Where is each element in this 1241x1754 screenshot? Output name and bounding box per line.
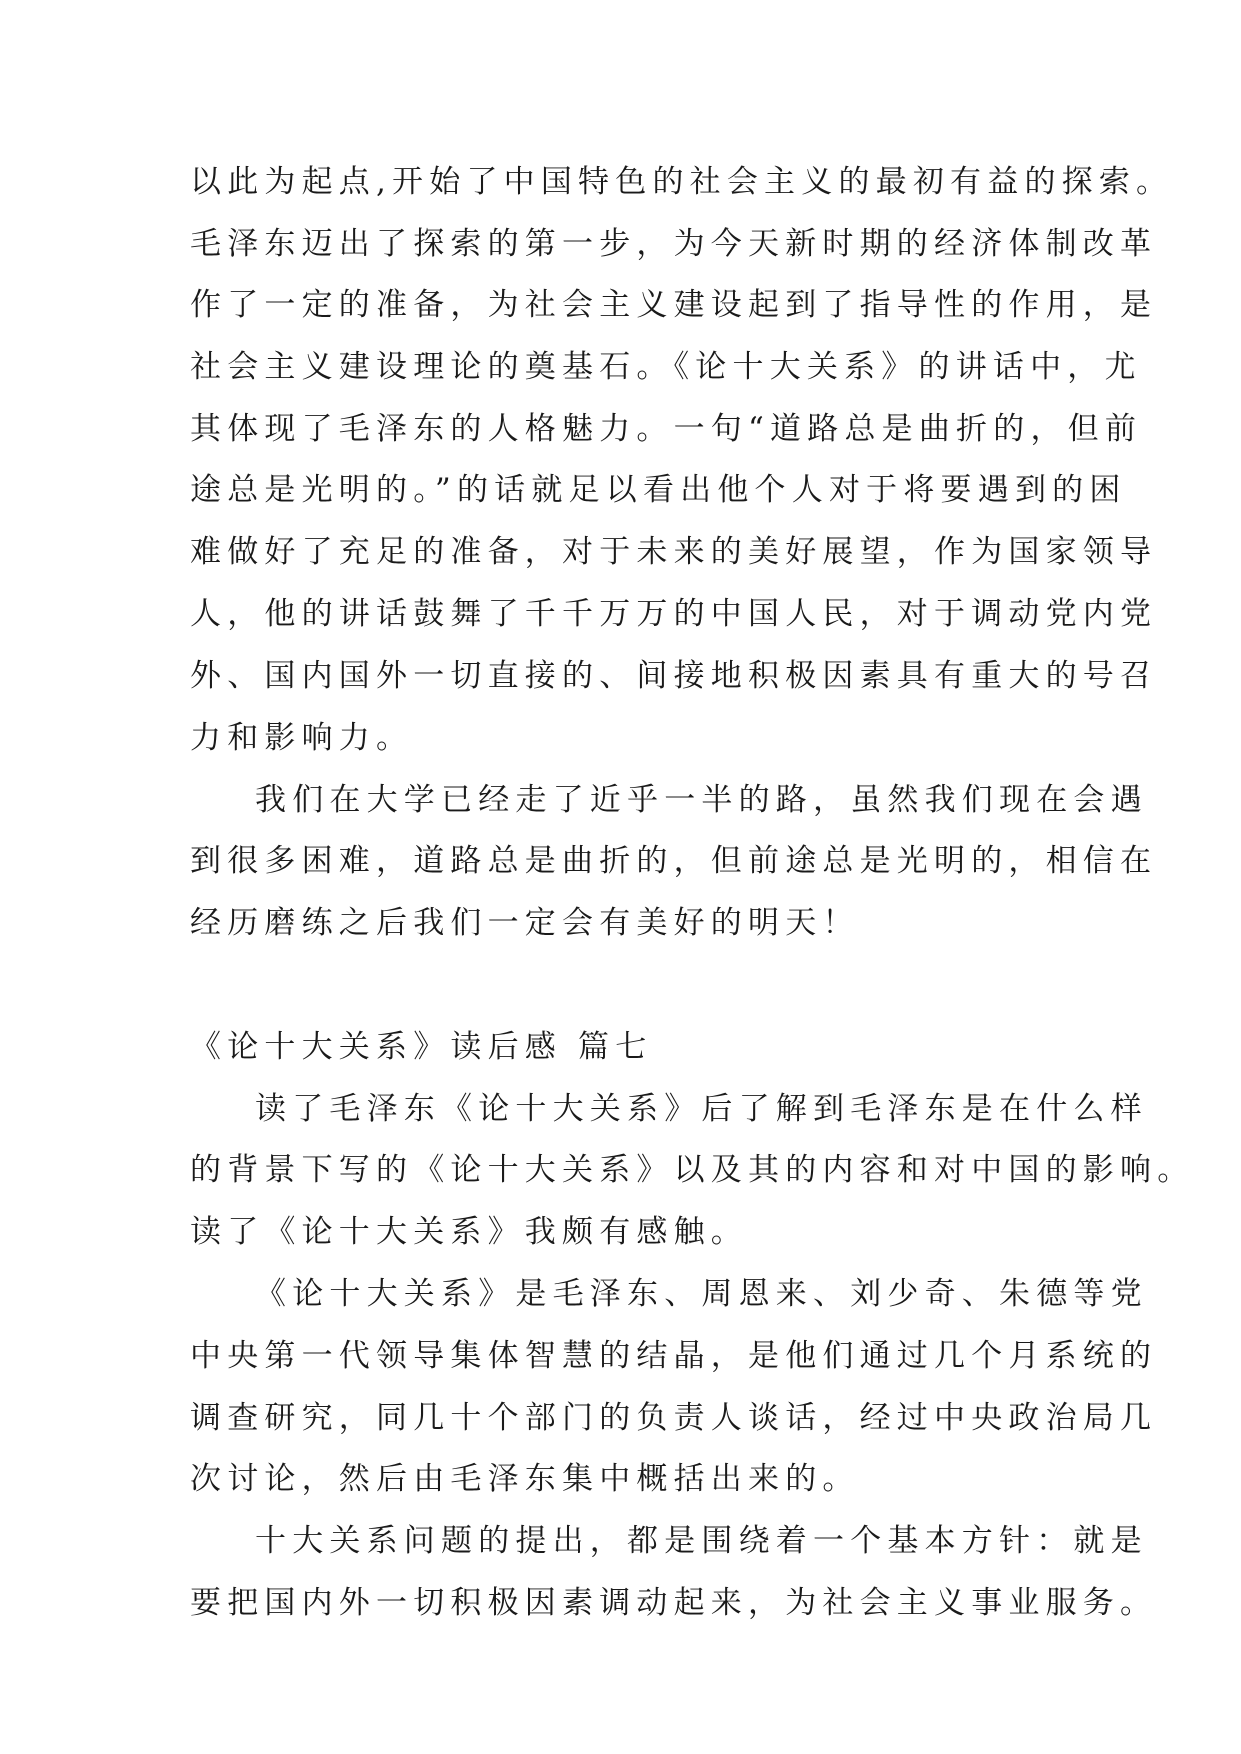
paragraph-line: 以此为起点,开始了中国特色的社会主义的最初有益的探索。 xyxy=(190,164,1174,200)
paragraph-line: 其体现了毛泽东的人格魅力。一句“道路总是曲折的，但前 xyxy=(190,411,1143,447)
paragraph-line: 作了一定的准备，为社会主义建设起到了指导性的作用，是 xyxy=(190,287,1158,323)
paragraph-line: 毛泽东迈出了探索的第一步，为今天新时期的经济体制改革 xyxy=(190,226,1158,262)
paragraph-line: 《论十大关系》是毛泽东、周恩来、刘少奇、朱德等党 xyxy=(255,1276,1148,1312)
paragraph-line: 读了毛泽东《论十大关系》后了解到毛泽东是在什么样 xyxy=(255,1091,1148,1127)
paragraph-line: 我们在大学已经走了近乎一半的路，虽然我们现在会遇 xyxy=(255,782,1148,818)
paragraph-line: 十大关系问题的提出，都是围绕着一个基本方针：就是 xyxy=(255,1523,1148,1559)
paragraph-line: 中央第一代领导集体智慧的结晶，是他们通过几个月系统的 xyxy=(190,1338,1158,1374)
paragraph-line: 外、国内国外一切直接的、间接地积极因素具有重大的号召 xyxy=(190,658,1158,694)
paragraph-line: 到很多困难，道路总是曲折的，但前途总是光明的，相信在 xyxy=(190,843,1158,879)
section-heading: 《论十大关系》读后感 篇七 xyxy=(190,1029,653,1065)
paragraph-line: 的背景下写的《论十大关系》以及其的内容和对中国的影响。 xyxy=(190,1152,1195,1188)
paragraph-line: 力和影响力。 xyxy=(190,720,414,756)
paragraph-line: 经历磨练之后我们一定会有美好的明天！ xyxy=(190,905,860,941)
paragraph-line: 难做好了充足的准备，对于未来的美好展望，作为国家领导 xyxy=(190,534,1158,570)
paragraph-line: 要把国内外一切积极因素调动起来，为社会主义事业服务。 xyxy=(190,1585,1158,1621)
paragraph-line: 调查研究，同几十个部门的负责人谈话，经过中央政治局几 xyxy=(190,1400,1158,1436)
paragraph-line: 读了《论十大关系》我颇有感触。 xyxy=(190,1214,748,1250)
paragraph-line: 次讨论，然后由毛泽东集中概括出来的。 xyxy=(190,1461,860,1497)
paragraph-line: 社会主义建设理论的奠基石。《论十大关系》的讲话中，尤 xyxy=(190,349,1142,385)
paragraph-line: 人，他的讲话鼓舞了千千万万的中国人民，对于调动党内党 xyxy=(190,596,1158,632)
paragraph-line: 途总是光明的。”的话就足以看出他个人对于将要遇到的困 xyxy=(190,472,1127,508)
